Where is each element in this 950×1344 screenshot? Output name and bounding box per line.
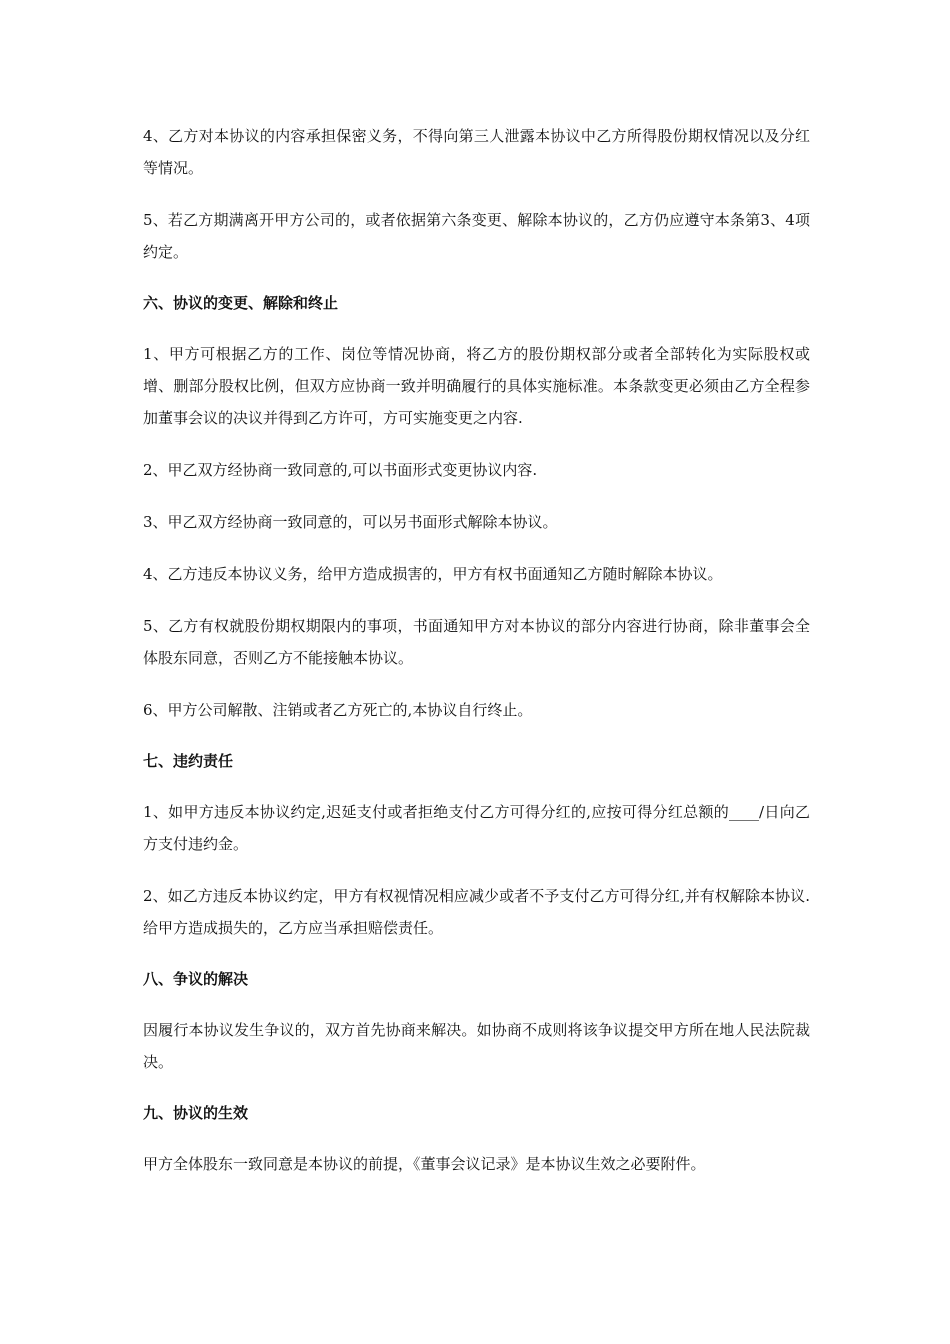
section-6-heading: 六、协议的变更、解除和终止	[143, 294, 339, 312]
section-8-heading: 八、争议的解决	[143, 970, 249, 988]
clause-5-5: 5、若乙方期满离开甲方公司的，或者依据第六条变更、解除本协议的，乙方仍应遵守本条第3、4项约定。	[143, 211, 810, 261]
clause-7-2: 2、如乙方违反本协议约定，甲方有权视情况相应减少或者不予支付乙方可得分红,并有权解除本协议.给甲方造成损失的，乙方应当承担赔偿责任。	[143, 887, 810, 937]
section-9-heading: 九、协议的生效	[143, 1104, 249, 1122]
clause-7-1: 1、如甲方违反本协议约定,迟延支付或者拒绝支付乙方可得分红的,应按可得分红总额的____/日向乙方支付违约金。	[143, 803, 810, 853]
clause-6-1: 1、甲方可根据乙方的工作、岗位等情况协商，将乙方的股份期权部分或者全部转化为实际股权或增、删部分股权比例，但双方应协商一致并明确履行的具体实施标准。本条款变更必须由乙方全程参加董事会议的决议并得到乙方许可，方可实施变更之内容.	[143, 345, 810, 427]
clause-6-2: 2、甲乙双方经协商一致同意的,可以书面形式变更协议内容.	[143, 461, 538, 479]
clause-6-6: 6、甲方公司解散、注销或者乙方死亡的,本协议自行终止。	[143, 701, 533, 719]
clause-6-4: 4、乙方违反本协议义务，给甲方造成损害的，甲方有权书面通知乙方随时解除本协议。	[143, 565, 723, 583]
clause-6-5: 5、乙方有权就股份期权期限内的事项，书面通知甲方对本协议的部分内容进行协商，除非董事会全体股东同意，否则乙方不能接触本协议。	[143, 617, 810, 667]
clause-6-3: 3、甲乙双方经协商一致同意的，可以另书面形式解除本协议。	[143, 513, 558, 531]
section-7-heading: 七、违约责任	[143, 752, 234, 770]
clause-9-text: 甲方全体股东一致同意是本协议的前提，《董事会议记录》是本协议生效之必要附件。	[143, 1155, 706, 1173]
clause-5-4: 4、乙方对本协议的内容承担保密义务，不得向第三人泄露本协议中乙方所得股份期权情况以及分红等情况。	[143, 127, 810, 177]
clause-8-text: 因履行本协议发生争议的，双方首先协商来解决。如协商不成则将该争议提交甲方所在地人民法院裁决。	[143, 1021, 810, 1071]
